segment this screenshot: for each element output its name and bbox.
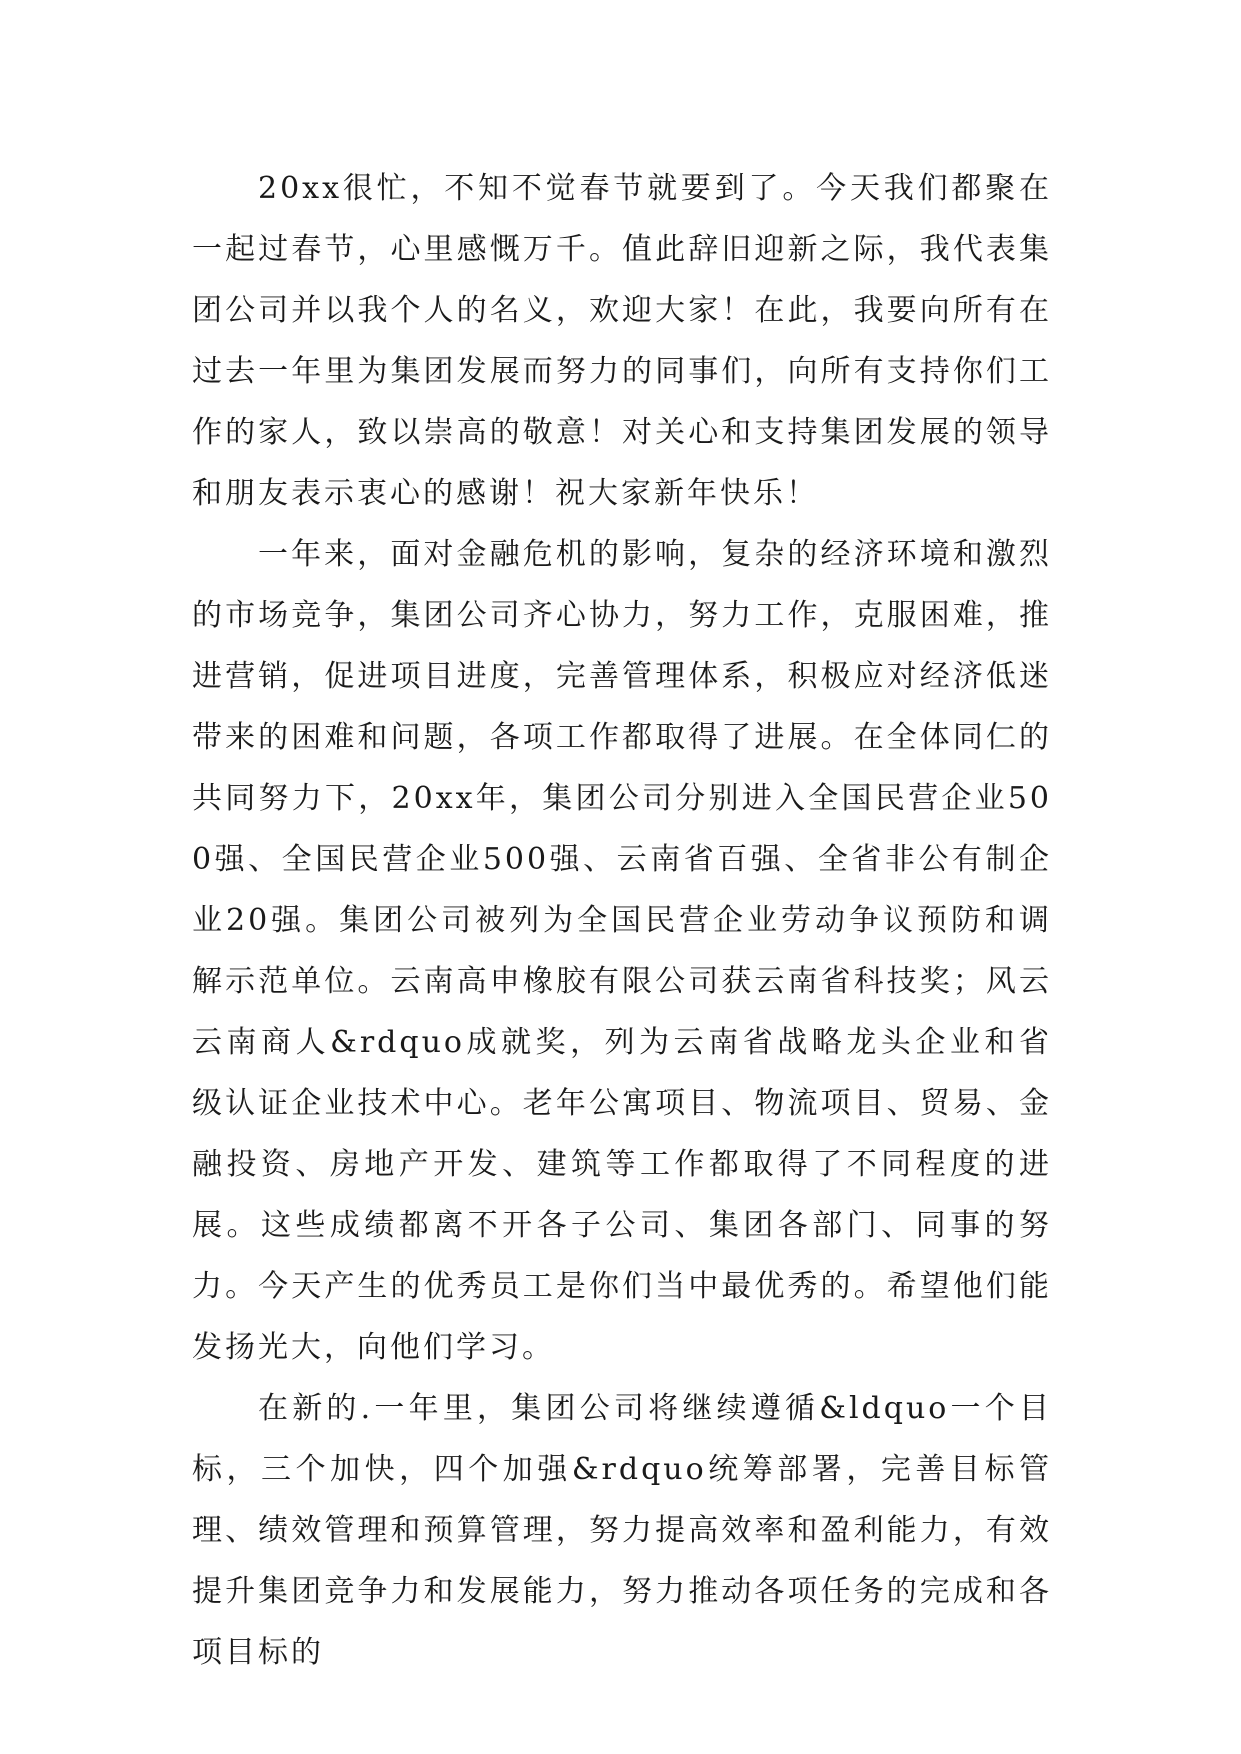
document-body — [192, 158, 1052, 1683]
paragraph-1: 20xx很忙，不知不觉春节就要到了。今天我们都聚在一起过春节，心里感慨万千。值此辞旧迎新之际，我代表集团公司并以我个人的名义，欢迎大家！在此，我要向所有在过去一年里为集团发展而努力的同事们，向所有支持你们工作的家人，致以崇高的敬意！对关心和支持集团发展的领导和朋友表示衷心的感谢！祝大家新年快乐！ — [192, 171, 1052, 511]
paragraph-3: 在新的.一年里，集团公司将继续遵循&ldquo一个目标，三个加快，四个加强&rdquo统筹部署，完善目标管理、绩效管理和预算管理，努力提高效率和盈利能力，有效提升集团竞争力和发展能力，努力推动各项任务的完成和各项目标的 — [192, 1391, 1052, 1670]
paragraph-2: 一年来，面对金融危机的影响，复杂的经济环境和激烈的市场竞争，集团公司齐心协力，努力工作，克服困难，推进营销，促进项目进度，完善管理体系，积极应对经济低迷带来的困难和问题，各项工作都取得了进展。在全体同仁的共同努力下，20xx年，集团公司分别进入全国民营企业500强、全国民营企业500强、云南省百强、全省非公有制企业20强。集团公司被列为全国民营企业劳动争议预防和调解示范单位。云南高申橡胶有限公司获云南省科技奖；风云云南商人&rdquo成就奖，列为云南省战略龙头企业和省级认证企业技术中心。老年公寓项目、物流项目、贸易、金融投资、房地产开发、建筑等工作都取得了不同程度的进展。这些成绩都离不开各子公司、集团各部门、同事的努力。今天产生的优秀员工是你们当中最优秀的。希望他们能发扬光大，向他们学习。 — [192, 537, 1052, 1365]
